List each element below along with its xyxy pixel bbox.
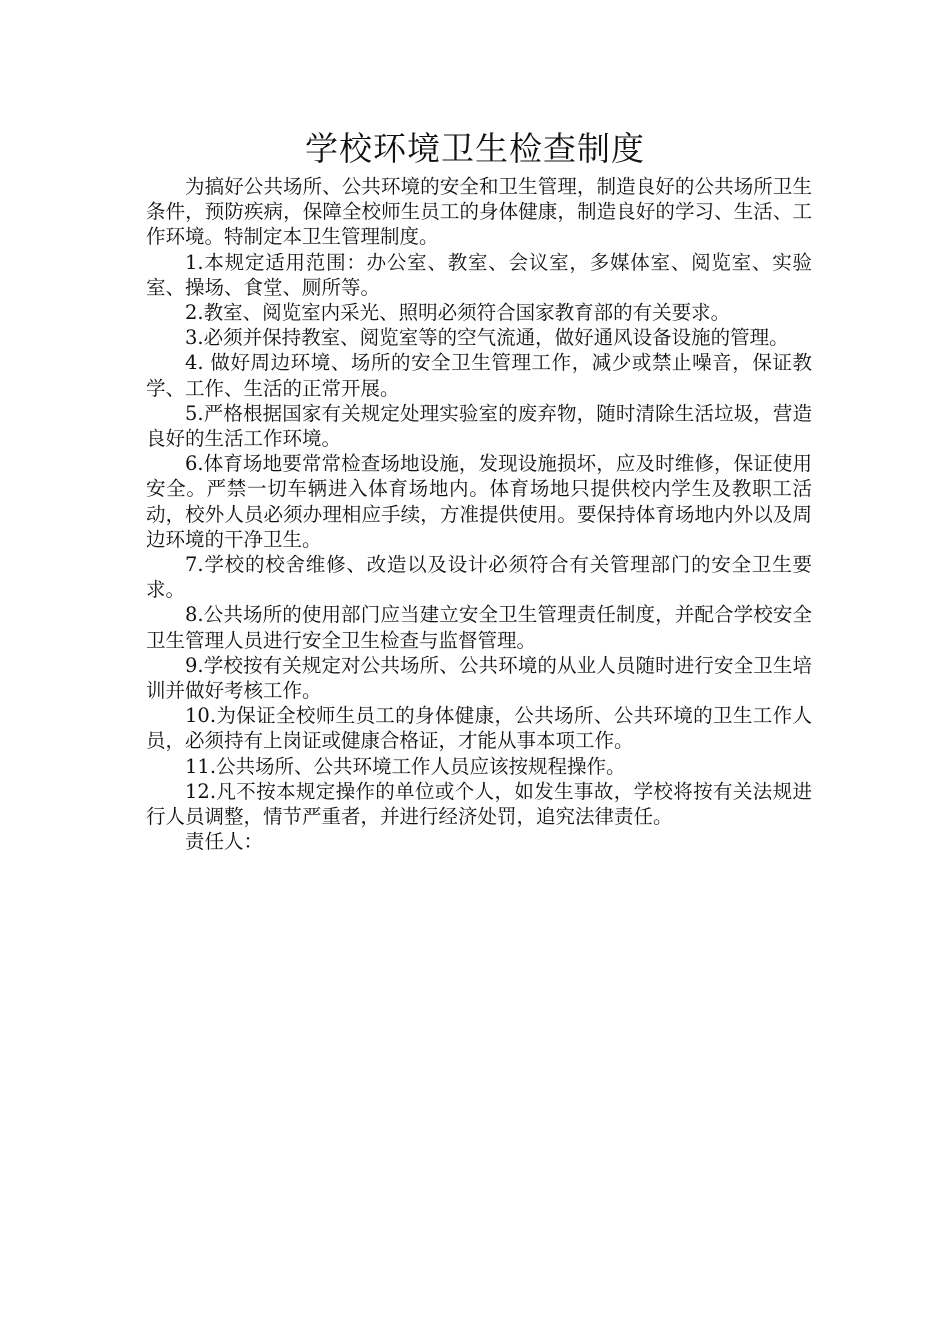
rule-paragraph-9: 9.学校按有关规定对公共场所、公共环境的从业人员随时进行安全卫生培训并做好考核工作。 <box>146 653 812 703</box>
rule-paragraph-3: 3.必须并保持教室、阅览室等的空气流通，做好通风设备设施的管理。 <box>185 326 789 350</box>
rule-paragraph-10: 10.为保证全校师生员工的身体健康，公共场所、公共环境的卫生工作人员，必须持有上岗证或健康合格证，才能从事本项工作。 <box>146 704 812 753</box>
rule-paragraph-8: 8.公共场所的使用部门应当建立安全卫生管理责任制度，并配合学校安全卫生管理人员进行安全卫生检查与监督管理。 <box>146 603 812 652</box>
rule-paragraph-11: 11.公共场所、公共环境工作人员应该按规程操作。 <box>185 754 626 778</box>
rule-paragraph-5: 5.严格根据国家有关规定处理实验室的废弃物，随时清除生活垃圾，营造良好的生活工作环境。 <box>146 401 812 451</box>
signature-label: 责任人： <box>185 830 264 854</box>
rule-paragraph-4: 4. 做好周边环境、场所的安全卫生管理工作，减少或禁止噪音，保证教学、工作、生活的正常开展。 <box>146 351 812 400</box>
rule-paragraph-1: 1.本规定适用范围：办公室、教室、会议室，多媒体室、阅览室、实验室、操场、食堂、厕所等。 <box>146 250 812 299</box>
rule-paragraph-12: 12.凡不按本规定操作的单位或个人，如发生事故，学校将按有关法规进行人员调整，情节严重者，并进行经济处罚，追究法律责任。 <box>146 779 812 829</box>
intro-paragraph: 为搞好公共场所、公共环境的安全和卫生管理，制造良好的公共场所卫生条件，预防疾病，保障全校师生员工的身体健康，制造良好的学习、生活、工作环境。特制定本卫生管理制度。 <box>146 175 812 249</box>
document-body <box>146 174 812 854</box>
rule-paragraph-7: 7.学校的校舍维修、改造以及设计必须符合有关管理部门的安全卫生要求。 <box>146 553 812 602</box>
rule-paragraph-6: 6.体育场地要常常检查场地设施，发现设施损坏，应及时维修，保证使用安全。严禁一切车辆进入体育场地内。体育场地只提供校内学生及教职工活动，校外人员必须办理相应手续，方准提供使用。要保持体育场地内外以及周边环境的干净卫生。 <box>146 452 812 551</box>
rule-paragraph-2: 2.教室、阅览室内采光、照明必须符合国家教育部的有关要求。 <box>185 301 731 325</box>
document-title: 学校环境卫生检查制度 <box>305 129 645 168</box>
